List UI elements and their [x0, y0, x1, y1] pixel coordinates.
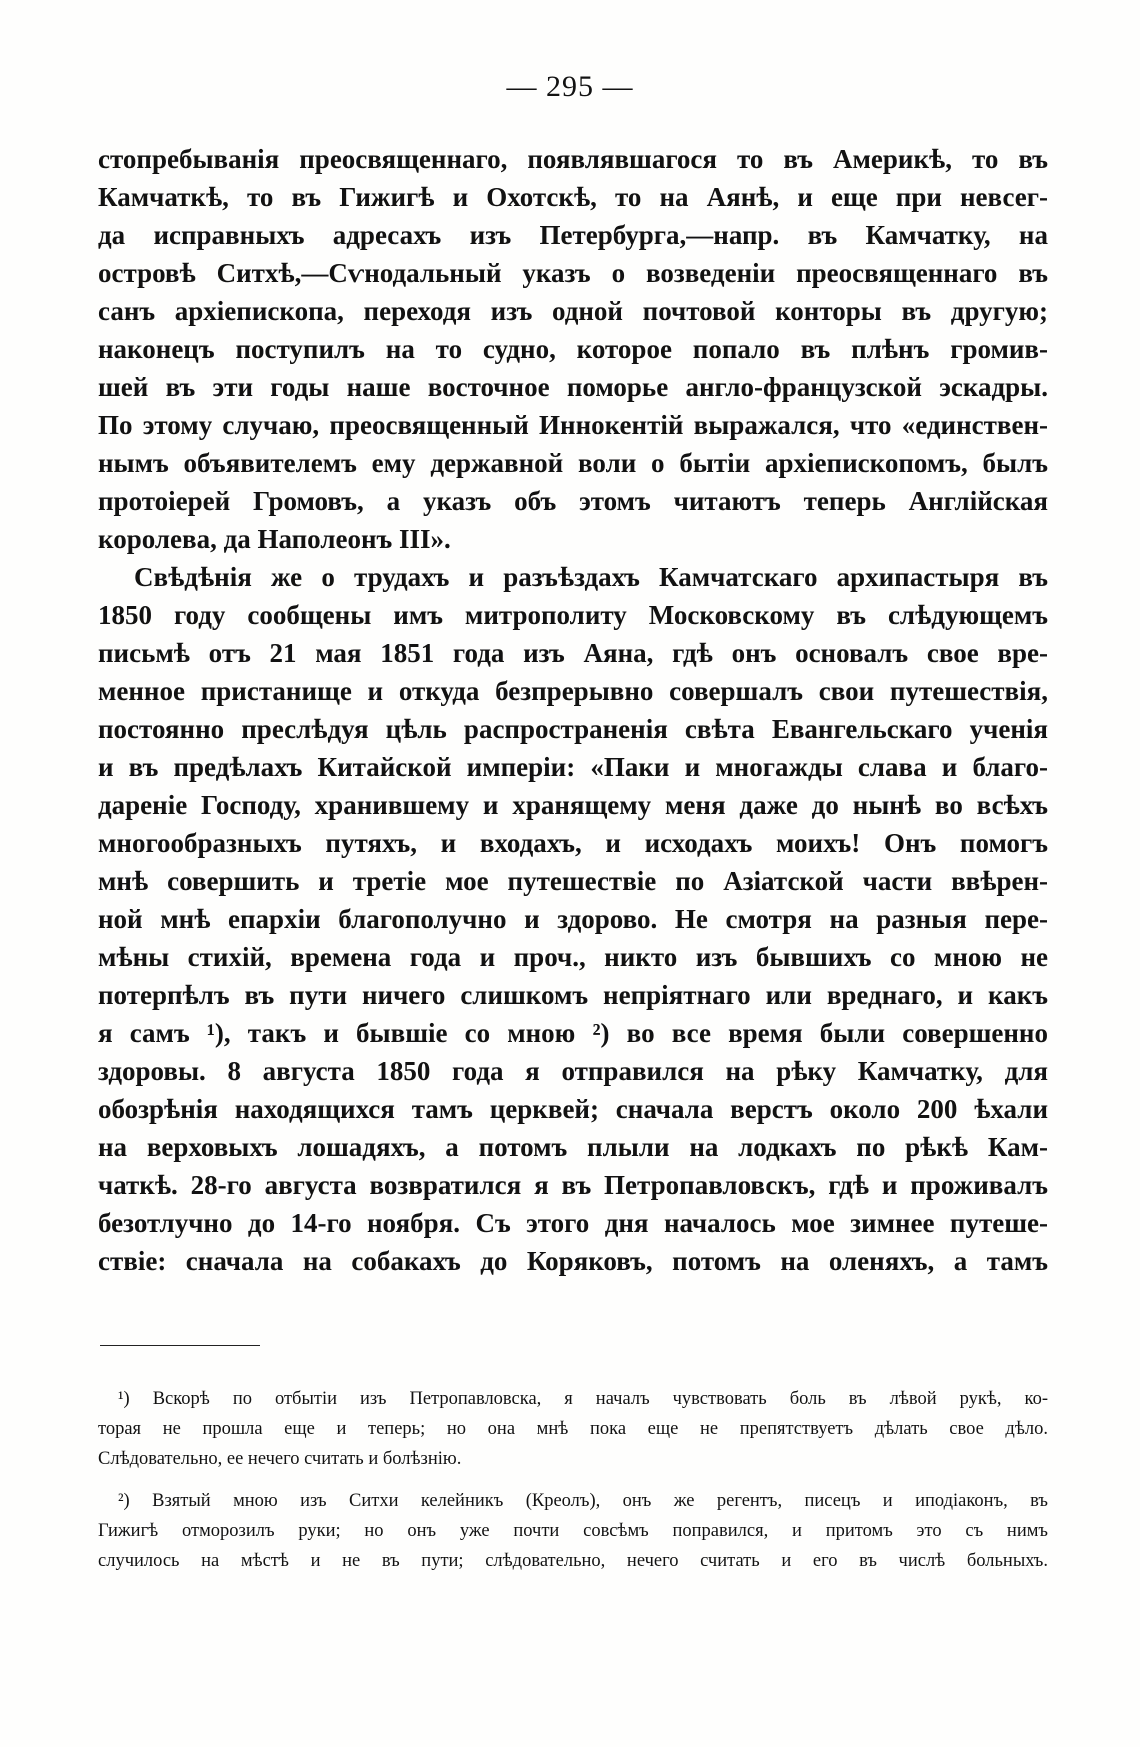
text-line: Камчаткѣ, то въ Гижигѣ и Охотскѣ, то на Аянѣ, и еще при невсег-: [98, 182, 1048, 212]
footnote-1-line: ¹) Вскорѣ по отбытіи изъ Петропавловска, я началъ чувствовать боль въ лѣвой рукѣ, ко-: [118, 1389, 1048, 1409]
text-line: протоіерей Громовъ, а указъ объ этомъ читаютъ теперь Англійская: [98, 486, 1048, 516]
paragraph-line: дареніе Господу, хранившему и хранящему меня даже до нынѣ во всѣхъ: [98, 790, 1048, 820]
paragraph-line: потерпѣлъ въ пути ничего слишкомъ непріятнаго или вреднаго, и какъ: [98, 980, 1048, 1010]
text-line: шей въ эти годы наше восточное поморье англо-французской эскадры.: [98, 372, 1048, 402]
page-number: — 295 —: [506, 70, 634, 103]
text-line: санъ архіепископа, переходя изъ одной почтовой конторы въ другую;: [98, 296, 1048, 326]
footnotes: [98, 1384, 1048, 1576]
paragraph-line: ной мнѣ епархіи благополучно и здорово. Не смотря на разныя пере-: [98, 904, 1048, 934]
paragraph-line: мѣны стихій, времена года и проч., никто изъ бывшихъ со мною не: [98, 942, 1048, 972]
paragraph-line: ствіе: сначала на собакахъ до Коряковъ, потомъ на оленяхъ, а тамъ: [98, 1246, 1048, 1276]
main-text: [98, 140, 1048, 1280]
footnote-divider: [100, 1345, 260, 1346]
footnote-gap: [98, 1474, 1048, 1486]
footnote-1-line: Слѣдовательно, ее нечего считать и болѣзнію.: [98, 1449, 462, 1469]
paragraph-line: Свѣдѣнія же о трудахъ и разъѣздахъ Камчатскаго архипастыря въ: [134, 562, 1048, 592]
text-line: стопребыванія преосвященнаго, появлявшагося то въ Америкѣ, то въ: [98, 144, 1048, 174]
paragraph-line: обозрѣнія находящихся тамъ церквей; сначала верстъ около 200 ѣхали: [98, 1094, 1048, 1124]
text-line: По этому случаю, преосвященный Иннокентій выражался, что «единствен-: [98, 410, 1048, 440]
paragraph-line: на верховыхъ лошадяхъ, а потомъ плыли на лодкахъ по рѣкѣ Кам-: [98, 1132, 1048, 1162]
text-line: наконецъ поступилъ на то судно, которое попало въ плѣнъ громив-: [98, 334, 1048, 364]
footnote-2-line: Гижигѣ отморозилъ руки; но онъ уже почти совсѣмъ поправился, и притомъ это съ нимъ: [98, 1521, 1048, 1541]
text-line: островѣ Ситхѣ,—Сѵнодальный указъ о возведеніи преосвященнаго въ: [98, 258, 1048, 288]
paragraph-line: многообразныхъ путяхъ, и входахъ, и исходахъ моихъ! Онъ помогъ: [98, 828, 1048, 858]
paragraph-line: чаткѣ. 28-го августа возвратился я въ Петропавловскъ, гдѣ и проживалъ: [98, 1170, 1048, 1200]
paragraph-line: и въ предѣлахъ Китайской имперіи: «Паки и многажды слава и благо-: [98, 752, 1048, 782]
text-line: королева, да Наполеонъ III».: [98, 524, 451, 554]
footnote-2-line: ²) Взятый мною изъ Ситхи келейникъ (Креолъ), онъ же регентъ, писецъ и иподіаконъ, въ: [118, 1491, 1048, 1511]
paragraph-line: постоянно преслѣдуя цѣль распространенія свѣта Евангельскаго ученія: [98, 714, 1048, 744]
paragraph-line: я самъ ¹), такъ и бывшіе со мною ²) во все время были совершенно: [98, 1018, 1048, 1048]
footnote-2-line: случилось на мѣстѣ и не въ пути; слѣдовательно, нечего считать и его въ числѣ больныхъ.: [98, 1551, 1048, 1571]
paragraph-line: менное пристанище и откуда безпрерывно совершалъ свои путешествія,: [98, 676, 1048, 706]
paragraph-line: безотлучно до 14-го ноября. Съ этого дня началось мое зимнее путеше-: [98, 1208, 1048, 1238]
paragraph-line: письмѣ отъ 21 мая 1851 года изъ Аяна, гдѣ онъ основалъ свое вре-: [98, 638, 1048, 668]
footnote-1-line: торая не прошла еще и теперь; но она мнѣ пока еще не препятствуетъ дѣлать свое дѣло.: [98, 1419, 1048, 1439]
paragraph-line: мнѣ совершить и третіе мое путешествіе по Азіатской части ввѣрен-: [98, 866, 1048, 896]
text-line: да исправныхъ адресахъ изъ Петербурга,—напр. въ Камчатку, на: [98, 220, 1048, 250]
paragraph-line: здоровы. 8 августа 1850 года я отправился на рѣку Камчатку, для: [98, 1056, 1048, 1086]
paragraph-line: 1850 году сообщены имъ митрополиту Московскому въ слѣдующемъ: [98, 600, 1048, 630]
text-line: нымъ объявителемъ ему державной воли о бытіи архіепископомъ, былъ: [98, 448, 1048, 478]
